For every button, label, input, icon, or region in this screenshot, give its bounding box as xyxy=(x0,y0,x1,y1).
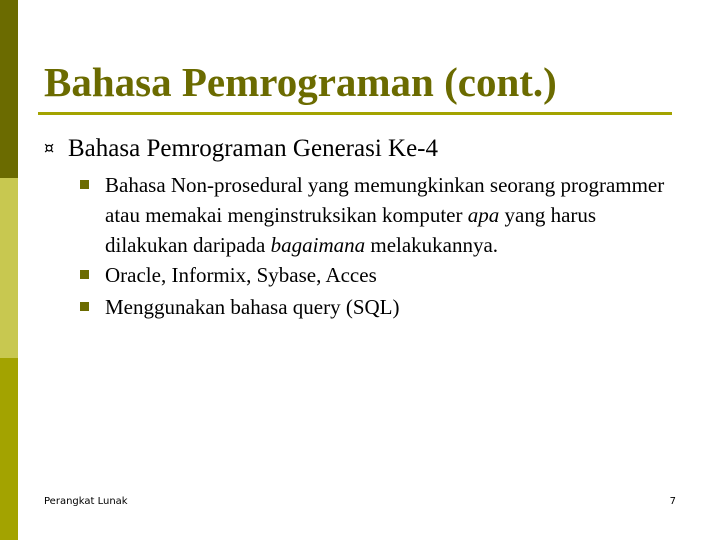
square-bullet-icon xyxy=(80,180,89,189)
square-bullet-icon xyxy=(80,270,89,279)
level1-item xyxy=(44,133,438,164)
sub-bullet-list xyxy=(80,170,670,324)
item-text-part: yang harus dilakukan daripada xyxy=(105,203,597,257)
item-italic-word: apa xyxy=(467,203,500,227)
slide-title: Bahasa Pemrograman (cont.) xyxy=(44,59,557,105)
list-item xyxy=(80,292,670,322)
footer-label: Perangkat Lunak xyxy=(44,496,128,507)
item-text-part: melakukannya. xyxy=(365,233,499,257)
title-underline xyxy=(38,112,672,115)
level1-text: Bahasa Pemrograman Generasi Ke-4 xyxy=(68,135,438,162)
left-stripe-middle xyxy=(0,178,18,358)
item-text-part: Bahasa Non-prosedural yang memungkinkan seorang programmer atau memakai menginstruksikan komputer xyxy=(105,173,665,227)
list-item xyxy=(80,170,670,260)
list-item xyxy=(80,260,670,290)
left-stripe-bottom xyxy=(0,358,18,540)
left-stripe-top xyxy=(0,0,18,178)
square-bullet-icon xyxy=(80,302,89,311)
item-text: Oracle, Informix, Sybase, Acces xyxy=(105,263,377,287)
currency-bullet-icon: ¤ xyxy=(44,138,55,157)
item-text: Menggunakan bahasa query (SQL) xyxy=(105,295,400,319)
item-italic-word: bagaimana xyxy=(270,233,366,257)
page-number: 7 xyxy=(669,496,676,507)
